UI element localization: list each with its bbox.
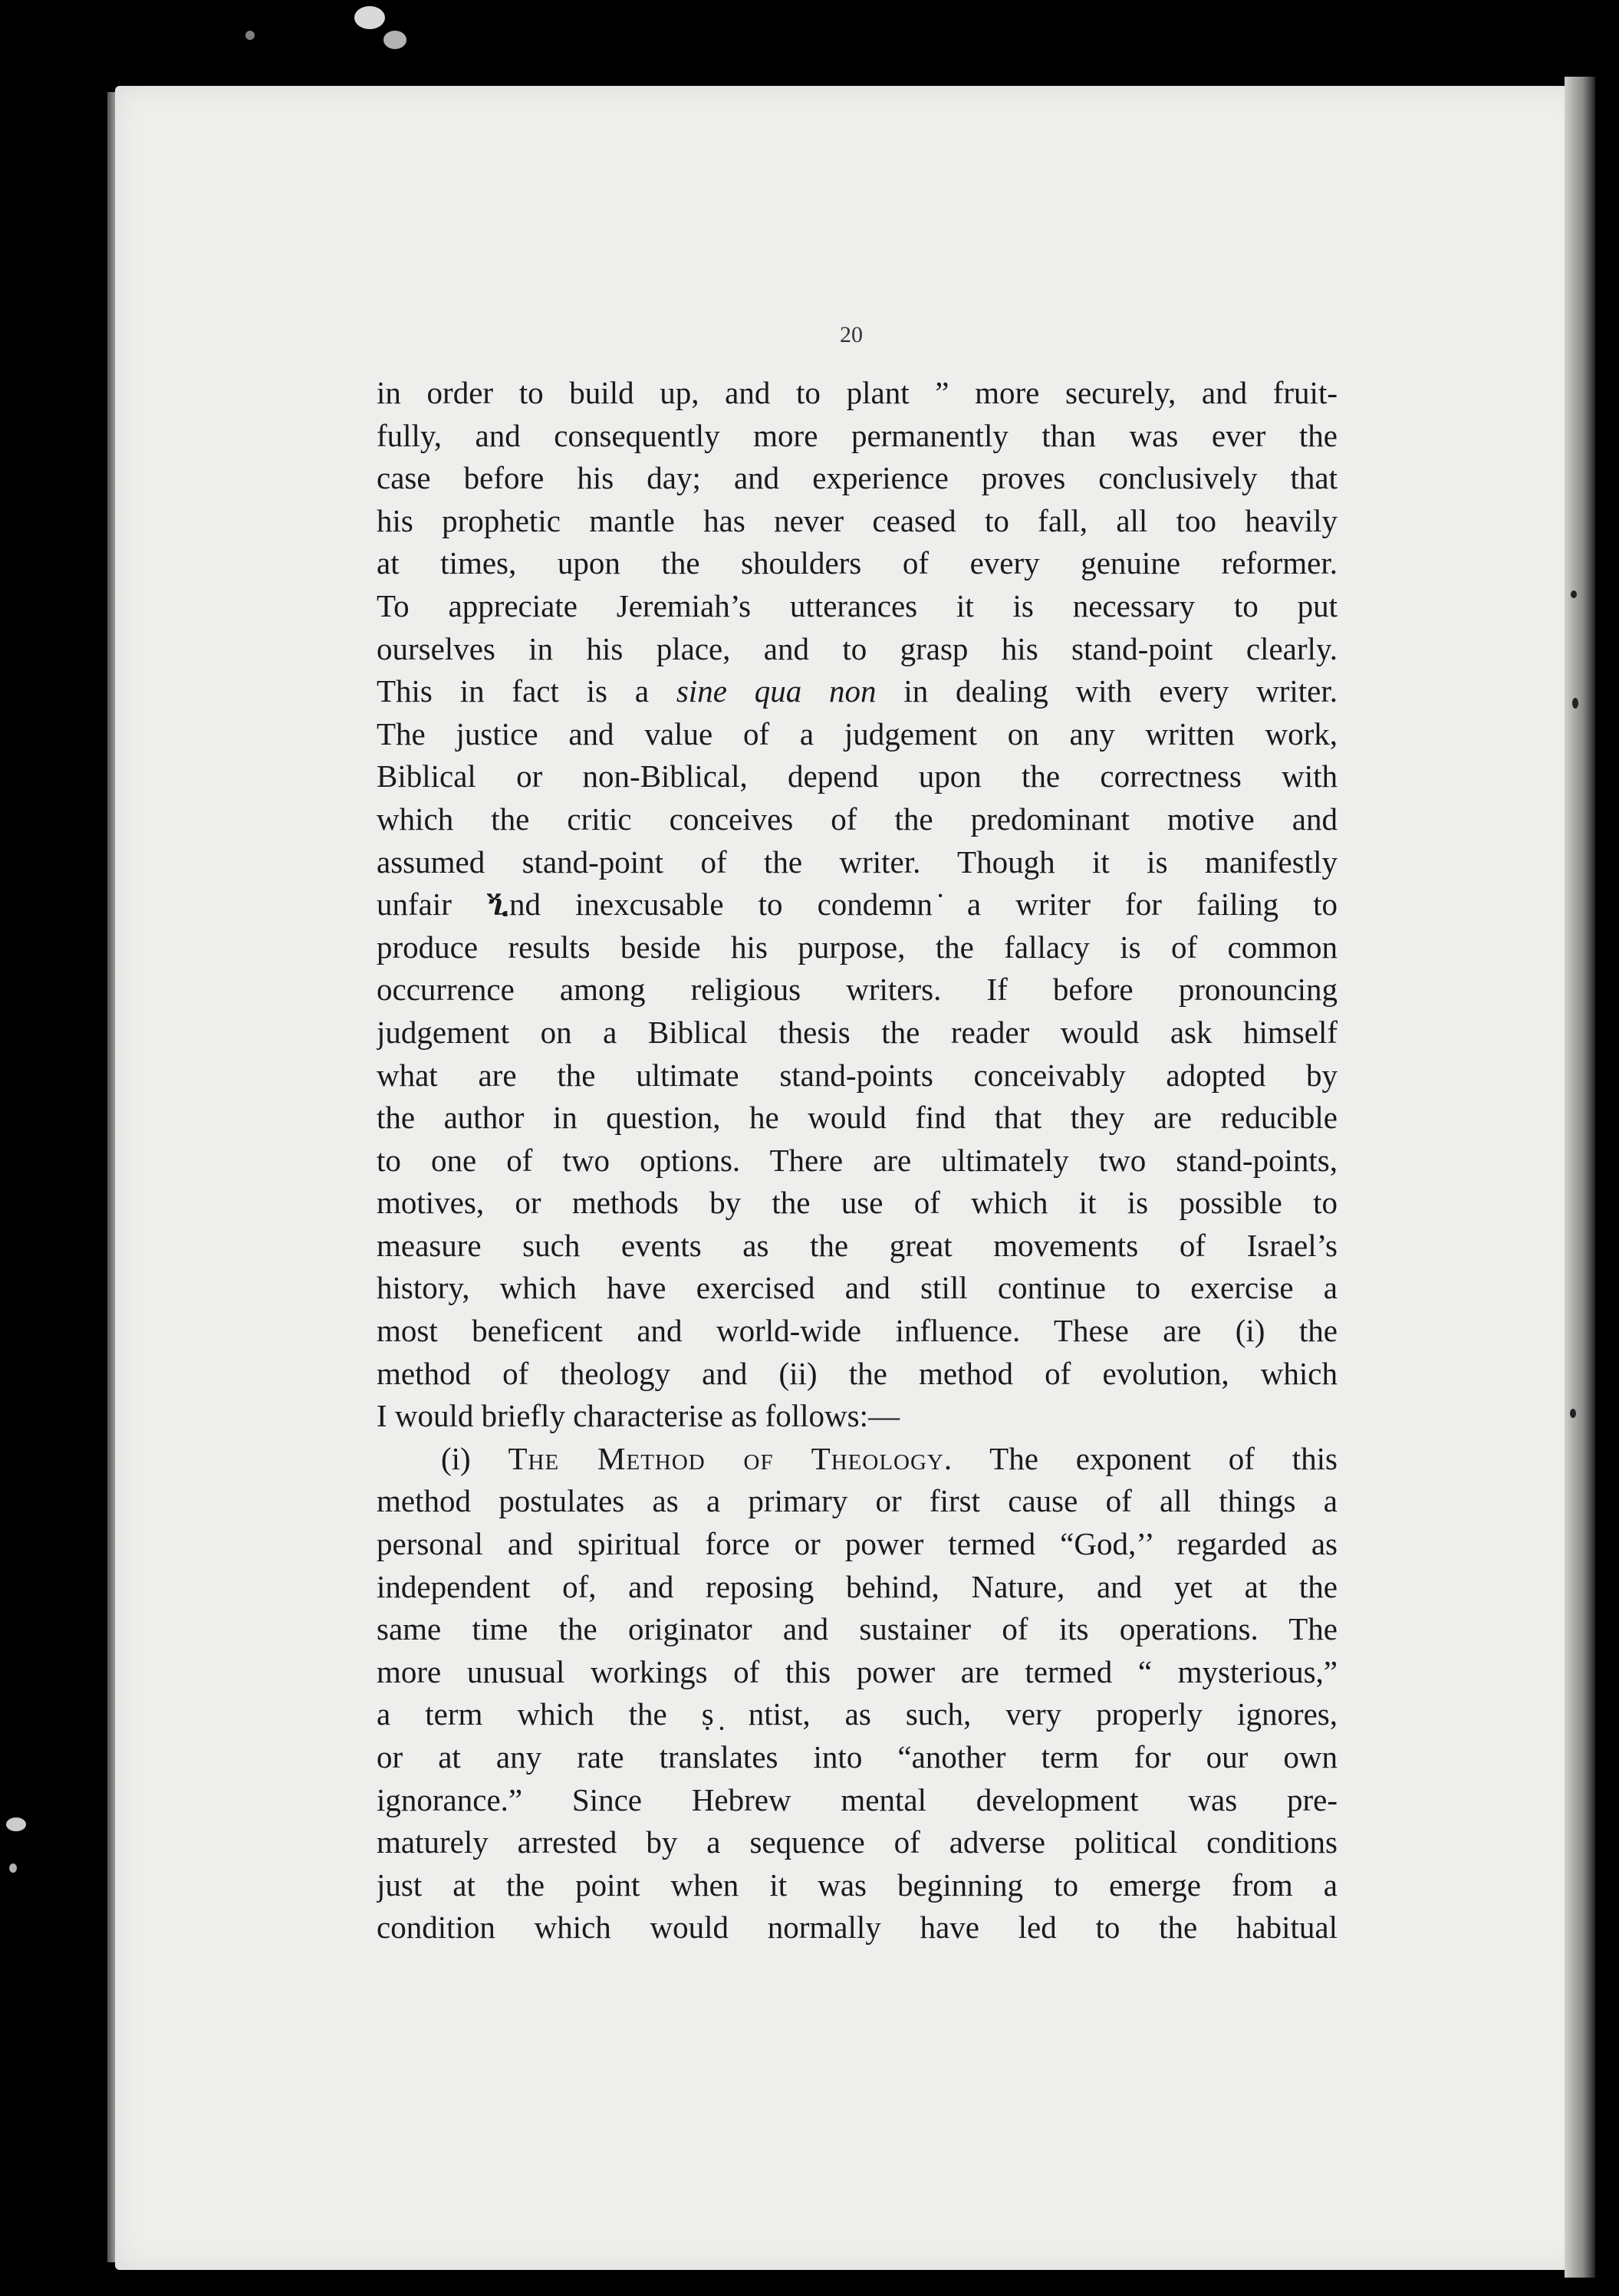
text-line: ourselves in his place, and to grasp his stand-point clearly.: [377, 630, 1338, 666]
text-line: Biblical or non-Biblical, depend upon the correctness with: [377, 758, 1338, 794]
text-line: The justice and value of a judgement on any written work,: [377, 715, 1338, 752]
text-line: condition which would normally have led to the habitual: [377, 1909, 1338, 1946]
text-line: at times, upon the shoulders of every genuine reformer.: [377, 545, 1338, 581]
text-line: independent of, and reposing behind, Nature, and yet at the: [377, 1568, 1338, 1604]
text-line: occurrence among religious writers. If before pronouncing: [377, 972, 1338, 1008]
text-line: personal and spiritual force or power termed “God,’’ regarded as: [377, 1526, 1338, 1562]
text-line: I would briefly characterise as follows:—: [377, 1398, 900, 1434]
text-line: to one of two options. There are ultimately two stand-points,: [377, 1142, 1338, 1178]
text-line: most beneficent and world-wide influence. These are (i) the: [377, 1313, 1338, 1349]
text-run: (i): [441, 1440, 508, 1476]
scan-artifact: [9, 1863, 17, 1873]
text-line: method postulates as a primary or first cause of all things a: [377, 1483, 1338, 1519]
margin-mark: [1570, 1409, 1576, 1418]
text-line: just at the point when it was beginning to emerge from a: [377, 1867, 1338, 1903]
margin-mark: [1572, 698, 1578, 709]
text-line: maturely arrested by a sequence of adverse political conditions: [377, 1824, 1338, 1860]
text-run: This in fact is a: [377, 673, 676, 709]
text-line: unfair ⷚnd inexcusable to condemn ̇a writer for failing to: [377, 886, 1338, 923]
text-line: [377, 670, 1338, 713]
text-line: the author in question, he would find that they are reducible: [377, 1100, 1338, 1136]
body-text: [377, 372, 1338, 1949]
text-line: more unusual workings of this power are termed “ mysterious,”: [377, 1653, 1338, 1689]
text-line: ignorance.” Since Hebrew mental development was pre-: [377, 1781, 1338, 1817]
page-number: 20: [840, 322, 863, 347]
text-run: The exponent of this: [953, 1440, 1338, 1476]
text-line: motives, or methods by the use of which it is possible to: [377, 1185, 1338, 1221]
scan-artifact: [383, 31, 406, 49]
text-line: [377, 1438, 1338, 1481]
text-line: case before his day; and experience proves conclusively that: [377, 460, 1338, 496]
margin-mark: [1571, 590, 1577, 598]
text-line: a term which the ṣ ̣ntist, as such, very properly ignores,: [377, 1696, 1338, 1732]
text-line: history, which have exercised and still continue to exercise a: [377, 1270, 1338, 1306]
text-line: which the critic conceives of the predominant motive and: [377, 801, 1338, 837]
text-line: same time the originator and sustainer of its operations. The: [377, 1611, 1338, 1647]
text-line: method of theology and (ii) the method of evolution, which: [377, 1355, 1338, 1391]
text-line: produce results beside his purpose, the fallacy is of common: [377, 929, 1338, 965]
text-line: measure such events as the great movements of Israel’s: [377, 1227, 1338, 1263]
scan-artifact: [354, 6, 385, 29]
text-line: what are the ultimate stand-points conceivably adopted by: [377, 1057, 1338, 1093]
scan-artifact: [6, 1817, 26, 1831]
section-heading: The Method of Theology.: [508, 1440, 953, 1476]
text-run: in dealing with every writer.: [876, 673, 1338, 709]
italic-phrase: sine qua non: [676, 673, 877, 709]
text-line: or at any rate translates into “another term for our own: [377, 1739, 1338, 1775]
text-line: fully, and consequently more permanently than was ever the: [377, 417, 1338, 453]
text-line: in order to build up, and to plant ” more securely, and fruit-: [377, 375, 1338, 410]
page-right-edge: [1565, 77, 1595, 2278]
scan-artifact: [245, 31, 255, 40]
text-line: assumed stand-point of the writer. Though it is manifestly: [377, 844, 1338, 880]
text-line: his prophetic mantle has never ceased to fall, all too heavily: [377, 502, 1338, 538]
text-line: To appreciate Jeremiah’s utterances it is necessary to put: [377, 587, 1338, 623]
text-line: judgement on a Biblical thesis the reader would ask himself: [377, 1014, 1338, 1050]
